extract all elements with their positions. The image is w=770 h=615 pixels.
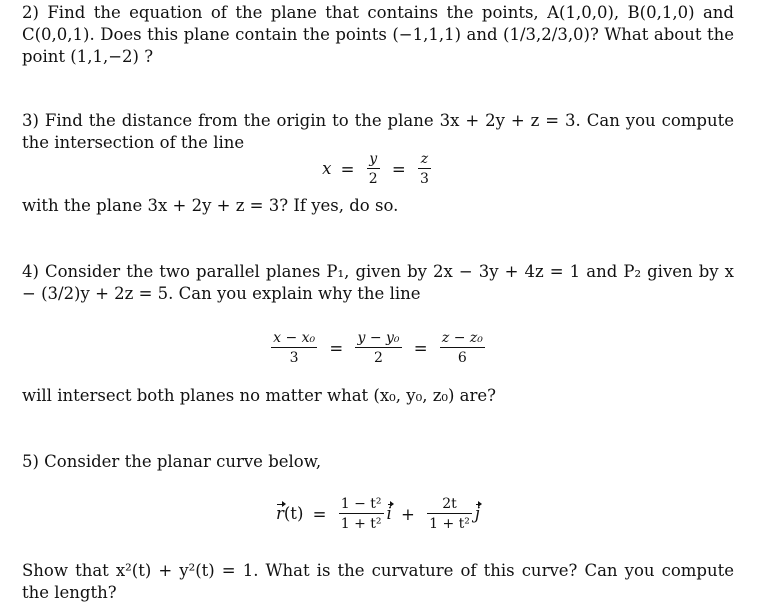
fraction-numerator: 1 − t² <box>340 496 382 512</box>
fraction-denominator: 1 + t² <box>340 516 382 532</box>
fraction-numerator: z − z₀ <box>441 330 483 346</box>
fraction-denominator: 2 <box>368 171 378 187</box>
unit-vector-i: i <box>386 504 392 523</box>
eq-sign: = <box>312 504 327 524</box>
eq-sign-2: = <box>413 338 428 358</box>
curve-argument: (t) <box>283 504 304 523</box>
problem-4-line-equation <box>22 329 734 368</box>
problem-3-line-equation <box>22 150 734 189</box>
problem-5 <box>22 451 734 602</box>
problem-5-curve-equation <box>22 495 734 534</box>
eq-sign-1: = <box>340 159 355 179</box>
problem-2-text: 2) Find the equation of the plane that contains the points, A(1,0,0), B(0,1,0) and C(0,0,1). Does this plane contain the points (−1,1,1) and (1/3,2/3,0)? What about the point (1,1,−2) ? <box>22 3 734 66</box>
fraction-denominator: 2 <box>374 350 383 366</box>
problem-3-text-a: 3) Find the distance from the origin to the plane 3x + 2y + z = 3. Can you compute the intersection of the line <box>22 111 734 152</box>
eq-sign-2: = <box>391 159 406 179</box>
unit-vector-j: j <box>474 504 481 523</box>
problem-5-text-b: Show that x²(t) + y²(t) = 1. What is the curvature of this curve? Can you compute the length? <box>22 561 734 602</box>
fraction-z <box>440 329 485 368</box>
fraction-numerator: x − x₀ <box>273 330 316 346</box>
problem-2 <box>22 2 734 68</box>
fraction-denominator: 3 <box>419 171 429 187</box>
fraction-numerator: y − y₀ <box>357 330 400 346</box>
problem-4 <box>22 261 734 405</box>
problem-4-text-b: will intersect both planes no matter what (x₀, y₀, z₀) are? <box>22 386 497 405</box>
fraction-x-component <box>339 495 384 534</box>
eq-x: x <box>322 159 332 178</box>
fraction-denominator: 6 <box>457 350 467 366</box>
fraction-numerator: y <box>367 150 380 169</box>
problem-4-text-a: 4) Consider the two parallel planes P₁, given by 2x − 3y + 4z = 1 and P₂ given by x − (3/2)y + 2z = 5. Can you explain why the line <box>22 262 734 303</box>
fraction-z-over-3 <box>418 150 431 189</box>
fraction-denominator: 1 + t² <box>429 516 470 532</box>
fraction-x <box>271 329 317 368</box>
problem-5-text-a: 5) Consider the planar curve below, <box>22 452 322 471</box>
problem-3 <box>22 110 734 215</box>
fraction-y-over-2 <box>367 150 380 189</box>
fraction-denominator: 3 <box>289 350 299 366</box>
vector-r: r <box>275 504 284 523</box>
fraction-y-component <box>427 495 472 534</box>
eq-sign-1: = <box>329 338 344 358</box>
fraction-numerator: z <box>418 150 431 169</box>
plus-sign: + <box>401 504 415 524</box>
problem-3-text-b: with the plane 3x + 2y + z = 3? If yes, do so. <box>22 196 399 215</box>
fraction-numerator: 2t <box>427 495 472 514</box>
fraction-y <box>355 329 401 368</box>
